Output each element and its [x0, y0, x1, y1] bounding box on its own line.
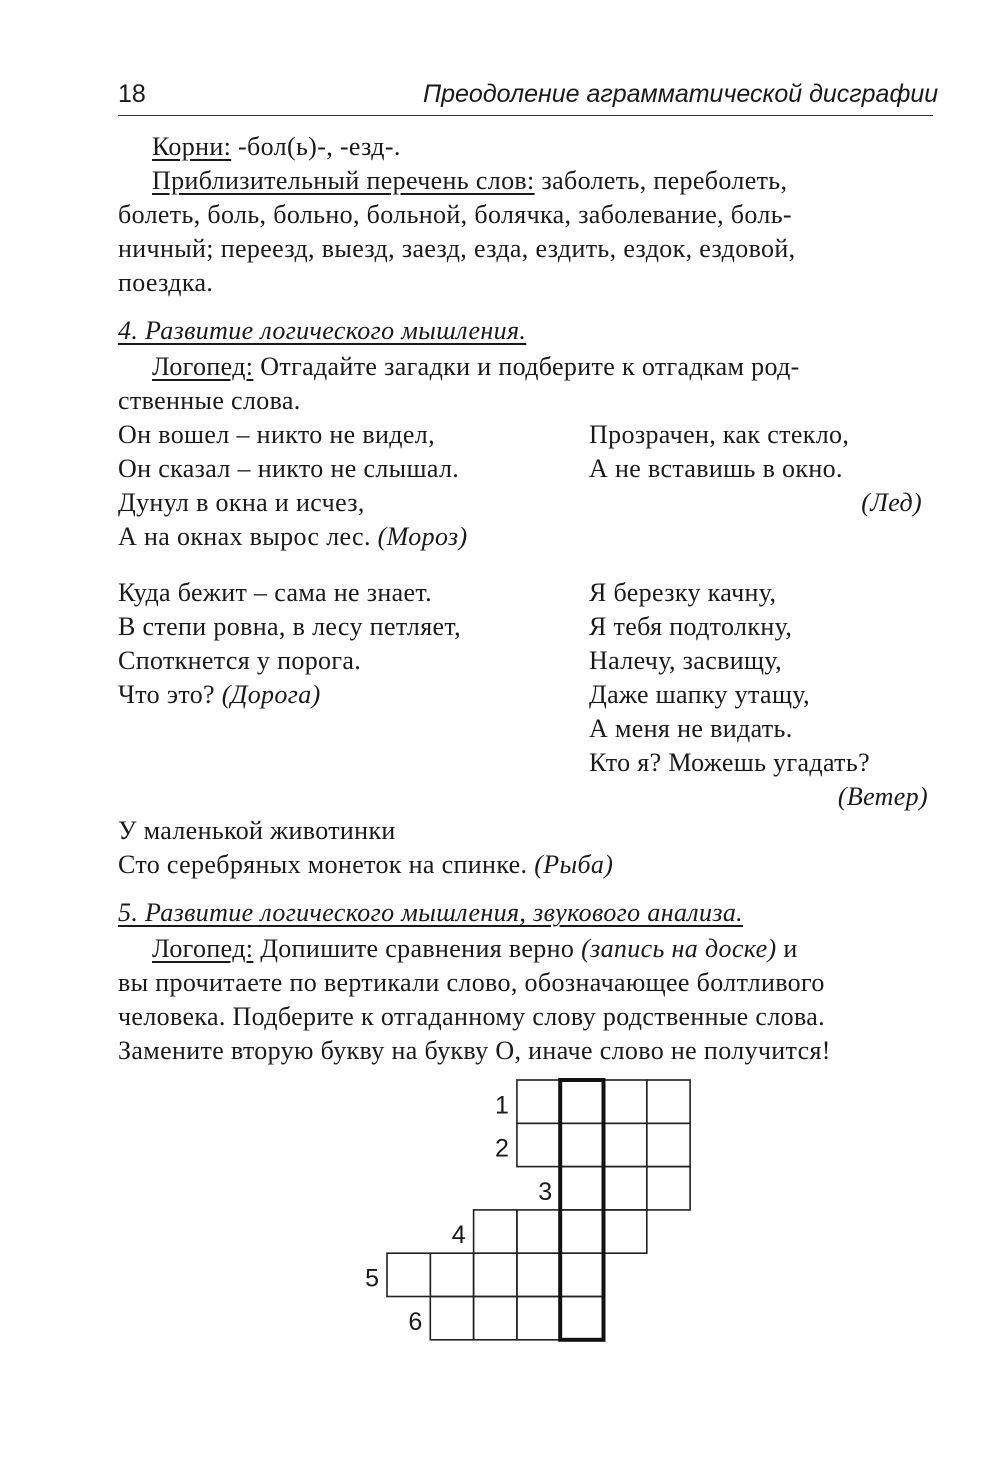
crossword-cell [604, 1210, 647, 1253]
word-list-label: Приблизительный перечень слов: [152, 166, 535, 195]
riddle-4-answer: (Ветер) [837, 782, 928, 811]
crossword-cell [604, 1123, 647, 1166]
riddle-3-line: Куда бежит – сама не знает. [118, 578, 432, 607]
speaker-label: Логопед: [152, 352, 254, 381]
crossword-cell [517, 1080, 560, 1123]
crossword-cell [474, 1297, 517, 1340]
riddle-4-line: Налечу, засвищу, [589, 646, 782, 675]
riddle-3-text: Что это? [118, 680, 222, 709]
riddle-4-line: Кто я? Можешь угадать? [589, 748, 870, 777]
word-list-line-2: болеть, боль, больно, больной, болячка, заболевание, боль- [118, 200, 792, 229]
word-list-line-3: ничный; переезд, выезд, заезд, езда, ездить, ездок, ездовой, [118, 234, 796, 263]
riddle-3-line: Споткнется у порога. [118, 646, 362, 675]
riddle-3-answer: (Дорога) [221, 680, 321, 709]
crossword-row-number: 4 [451, 1221, 466, 1250]
crossword-cell [387, 1253, 430, 1296]
word-list-text-1: заболеть, переболеть, [534, 166, 788, 195]
section-5-instruction-4: Замените вторую букву на букву О, иначе слово не получится! [118, 1036, 831, 1065]
crossword-row-number: 2 [494, 1134, 509, 1163]
page-number: 18 [118, 80, 146, 108]
crossword-cell [474, 1253, 517, 1296]
crossword-cell [560, 1297, 603, 1340]
crossword-cell [647, 1167, 690, 1210]
crossword-row-number: 3 [538, 1177, 553, 1206]
riddle-4-line: А меня не видать. [589, 714, 793, 743]
crossword-cell [517, 1253, 560, 1296]
crossword-cell [560, 1080, 603, 1123]
riddle-3-line: В степи ровна, в лесу петляет, [118, 612, 462, 641]
crossword-cell [647, 1123, 690, 1166]
riddle-2-line: Прозрачен, как стекло, [589, 420, 850, 449]
riddle-1-text: А на окнах вырос лес. [118, 522, 378, 551]
roots-text: -бол(ь)-, -езд-. [231, 132, 401, 161]
crossword-cell [517, 1297, 560, 1340]
crossword-cell [560, 1123, 603, 1166]
crossword-row-number: 1 [494, 1091, 509, 1120]
speaker-label: Логопед: [152, 934, 254, 963]
crossword-cell [560, 1167, 603, 1210]
riddle-4-line: Я тебя подтолкну, [589, 612, 793, 641]
riddle-2-line: А не вставишь в окно. [589, 454, 843, 483]
riddle-1-line: Он сказал – никто не слышал. [118, 454, 460, 483]
section-5-title: 5. Развитие логического мышления, звукового анализа. [118, 898, 744, 927]
section-4-instruction-2: ственные слова. [118, 386, 301, 415]
riddle-5-line: У маленькой животинки [118, 816, 396, 845]
crossword-cell [517, 1210, 560, 1253]
crossword-cell [604, 1080, 647, 1123]
crossword-cell [647, 1080, 690, 1123]
crossword-cell [604, 1167, 647, 1210]
riddle-2-answer: (Лед) [861, 488, 922, 517]
crossword-cell [474, 1210, 517, 1253]
riddle-5-text: Сто серебряных монеток на спинке. [118, 850, 535, 879]
riddle-5-answer: (Рыба) [534, 850, 614, 879]
riddle-4-line: Я березку качну, [589, 578, 777, 607]
section-5-text-b: (запись на доске) [581, 934, 777, 963]
crossword-cell [430, 1297, 473, 1340]
crossword-row-number: 6 [408, 1307, 423, 1336]
crossword-cell [560, 1210, 603, 1253]
crossword-cell [517, 1123, 560, 1166]
section-5-instruction-3: человека. Подберите к отгаданному слову родственные слова. [118, 1002, 826, 1031]
crossword-cell [430, 1253, 473, 1296]
section-5-instruction-2: вы прочитаете по вертикали слово, обозначающее болтливого [118, 968, 825, 997]
riddle-1-line: Дунул в окна и исчез, [118, 488, 365, 517]
word-list-line-4: поездка. [118, 268, 214, 297]
roots-label: Корни: [152, 132, 232, 161]
section-4-title: 4. Развитие логического мышления. [118, 316, 527, 345]
crossword-row-number: 5 [365, 1264, 379, 1293]
running-title: Преодоление аграмматической дисграфии [423, 80, 939, 108]
riddle-1-line: Он вошел – никто не видел, [118, 420, 435, 449]
crossword-cell [560, 1253, 603, 1296]
riddle-4-line: Даже шапку утащу, [589, 680, 810, 709]
section-5-text-a: Допишите сравнения верно [253, 934, 582, 963]
riddle-1-answer: (Мороз) [377, 522, 468, 551]
section-5-text-c: и [776, 934, 798, 963]
section-4-instruction-text: Отгадайте загадки и подберите к отгадкам род- [253, 352, 800, 381]
